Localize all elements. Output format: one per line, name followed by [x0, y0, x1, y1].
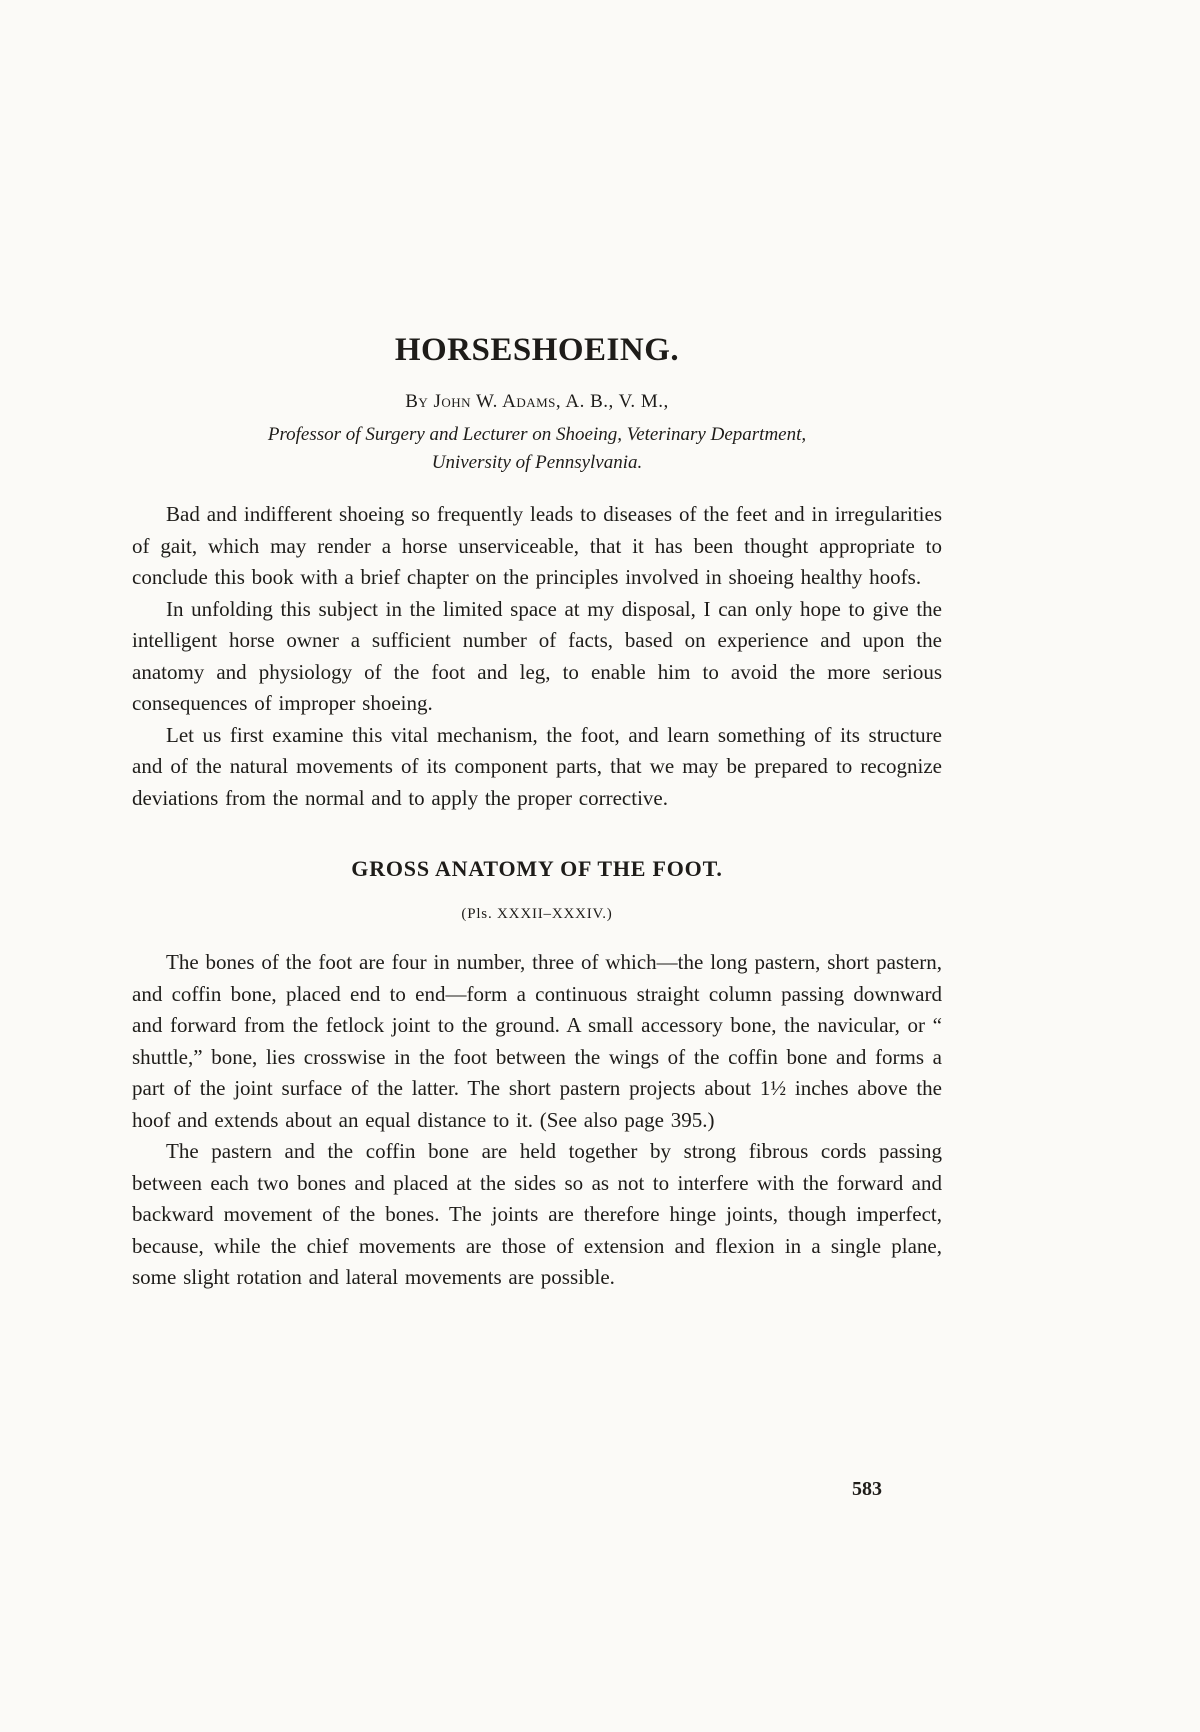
page-title: HORSESHOEING. [394, 332, 680, 368]
affiliation-line-2: University of Pennsylvania. [431, 452, 643, 473]
intro-section [132, 499, 942, 814]
byline: By John W. Adams, A. B., V. M., [405, 391, 669, 412]
paragraph: Let us first examine this vital mechanism, the foot, and learn something of its structure and of the natural movements of its component parts, that we may be prepared to recognize deviations from the normal and to apply the proper corrective. [132, 722, 942, 810]
affiliation [132, 421, 942, 477]
section-heading: GROSS ANATOMY OF THE FOOT. [351, 856, 723, 881]
paragraph: In unfolding this subject in the limited space at my disposal, I can only hope to give the intelligent horse owner a sufficient number of facts, based on experience and upon the anatomy and physiology of the foot and leg, to enable him to avoid the more serious consequences of improper shoeing. [132, 596, 942, 715]
affiliation-line-1: Professor of Surgery and Lecturer on Shoeing, Veterinary Department, [267, 424, 807, 445]
gross-anatomy-section [132, 947, 942, 1294]
paragraph: The bones of the foot are four in number, three of which—the long pastern, short pastern, and coffin bone, placed end to end—form a continuous straight column passing downward and forward from the fetlock joint to the ground. A small accessory bone, the navicular, or “ shuttle,” bone, lies crosswise in the foot between the wings of the coffin bone and forms a part of the joint surface of the latter. The short pastern projects about 1½ inches above the hoof and extends about an equal distance to it. (See also page 395.) [132, 950, 942, 1132]
paragraph: The pastern and the coffin bone are held together by strong fibrous cords passing between each two bones and placed at the sides so as not to interfere with the forward and backward movement of the bones. The joints are therefore hinge joints, though imperfect, because, while the chief movements are those of extension and flexion in a single plane, some slight rotation and lateral movements are possible. [132, 1139, 942, 1289]
plates-reference: (Pls. XXXII–XXXIV.) [461, 906, 613, 922]
page-number: 583 [852, 1478, 882, 1500]
paragraph: Bad and indifferent shoeing so frequently leads to diseases of the feet and in irregularities of gait, which may render a horse unserviceable, that it has been thought appropriate to conclude this book with a brief chapter on the principles involved in shoeing healthy hoofs. [132, 502, 942, 589]
